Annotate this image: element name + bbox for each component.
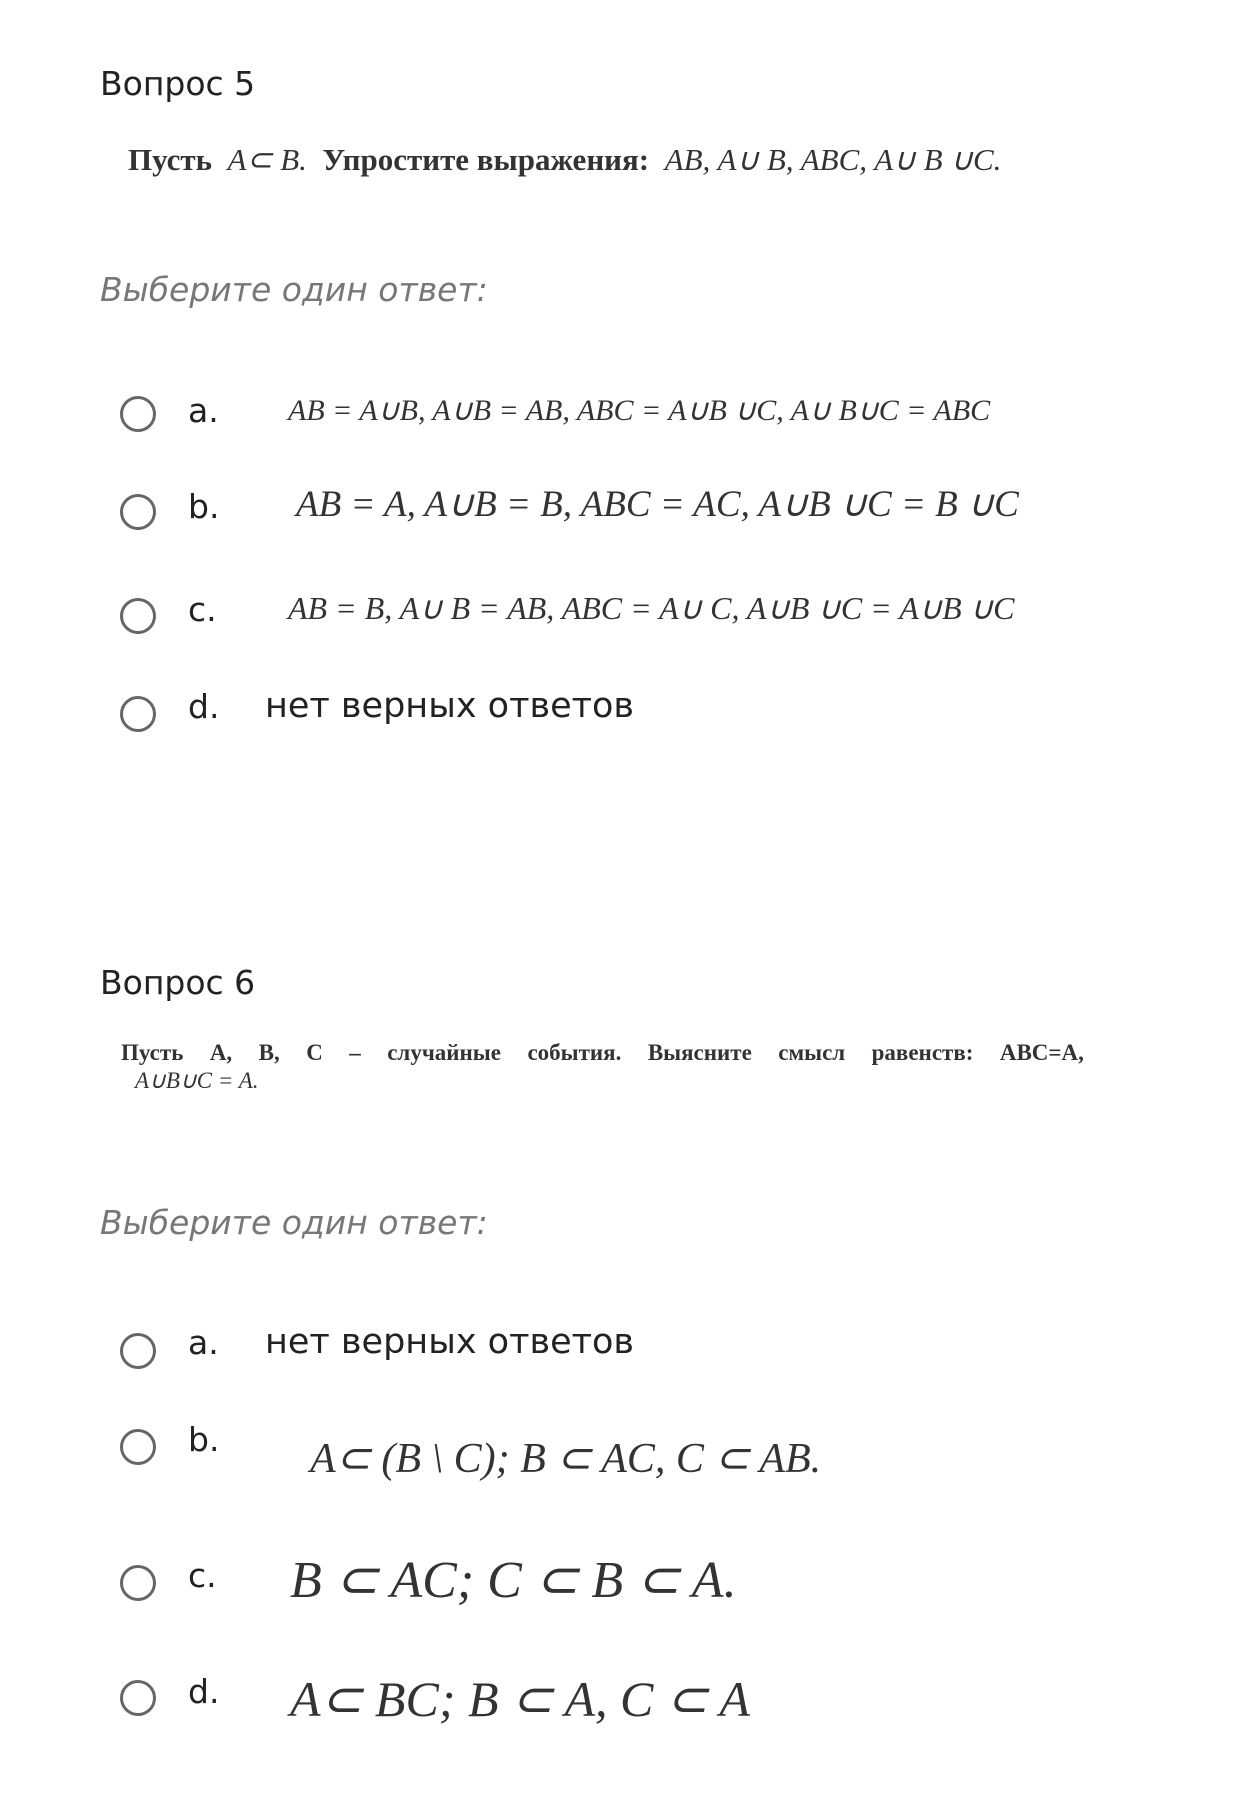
q6-option-a[interactable]	[120, 1326, 156, 1376]
q6-option-c-radio[interactable]	[120, 1565, 156, 1601]
q5-option-d[interactable]	[120, 689, 156, 739]
q5-option-c-radio[interactable]	[120, 598, 156, 634]
q5-option-d-text[interactable]: нет верных ответов	[265, 686, 635, 726]
q6-option-c-text[interactable]: B ⊂ AC; C ⊂ B ⊂ A.	[290, 1552, 737, 1609]
q6-word: Выясните	[647, 1040, 752, 1065]
q5-option-c-letter: c.	[188, 590, 217, 629]
q5-option-b[interactable]	[120, 487, 156, 537]
q5-option-b-radio[interactable]	[120, 494, 156, 530]
q5-option-a-letter: a.	[188, 391, 219, 430]
question-5-condition: A⊂ B.	[227, 142, 307, 177]
q6-option-b-radio[interactable]	[120, 1429, 156, 1465]
q5-option-c[interactable]	[120, 591, 156, 641]
q5-option-a-radio[interactable]	[120, 396, 156, 432]
q5-option-b-text[interactable]: AB = A, A∪B = B, ABC = AC, A∪B ∪C = B ∪C	[296, 484, 1019, 525]
q6-word: события.	[527, 1040, 622, 1065]
q6-option-a-radio[interactable]	[120, 1333, 156, 1369]
question-6-text-line1	[121, 1040, 1084, 1066]
q6-option-b-text[interactable]: A⊂ (B \ C); B ⊂ AC, C ⊂ AB.	[310, 1436, 822, 1482]
q6-word: ABC=A,	[999, 1040, 1084, 1065]
q6-word: случайные	[387, 1040, 501, 1065]
q5-option-d-letter: d.	[188, 687, 220, 726]
q6-word: A,	[209, 1040, 233, 1065]
q5-option-a[interactable]	[120, 389, 156, 439]
q6-option-b-letter: b.	[188, 1420, 220, 1459]
q6-word: равенств:	[871, 1040, 974, 1065]
q6-option-a-text[interactable]: нет верных ответов	[265, 1322, 635, 1362]
q5-option-c-text[interactable]: AB = B, A∪ B = AB, ABC = A∪ C, A∪B ∪C = A∪B ∪C	[288, 590, 1015, 626]
q6-word: B,	[258, 1040, 280, 1065]
q6-word: C	[306, 1040, 323, 1065]
question-5-text	[128, 142, 1001, 178]
question-6-text	[121, 1040, 1084, 1094]
question-6-prompt: Выберите один ответ:	[100, 1203, 488, 1242]
q6-option-b[interactable]	[120, 1422, 156, 1472]
question-5-task: Упростите выражения:	[322, 142, 650, 177]
q6-word: смысл	[778, 1040, 846, 1065]
q6-option-d-text[interactable]: A⊂ BC; B ⊂ A, C ⊂ A	[290, 1671, 750, 1727]
question-5-title: Вопрос 5	[100, 64, 256, 103]
question-5-prompt: Выберите один ответ:	[100, 270, 488, 309]
q5-option-a-text[interactable]: AB = A∪B, A∪B = AB, ABC = A∪B ∪C, A∪ B∪C = ABC	[288, 394, 991, 427]
q6-word: –	[349, 1040, 361, 1065]
q6-option-d[interactable]	[120, 1673, 156, 1723]
q5-option-b-letter: b.	[188, 487, 220, 526]
q5-option-d-radio[interactable]	[120, 696, 156, 732]
q6-option-a-letter: a.	[188, 1323, 219, 1362]
question-5-expressions: AB, A∪ B, ABC, A∪ B ∪C.	[664, 142, 1002, 177]
q6-option-c[interactable]	[120, 1558, 156, 1608]
q6-option-d-radio[interactable]	[120, 1680, 156, 1716]
question-5-label: Пусть	[128, 142, 213, 177]
question-6-text-line2: A∪B∪C = A.	[135, 1068, 259, 1093]
q6-word: Пусть	[121, 1040, 184, 1065]
question-6-title: Вопрос 6	[100, 963, 256, 1002]
q6-option-d-letter: d.	[188, 1672, 220, 1711]
q6-option-c-letter: c.	[188, 1556, 217, 1595]
